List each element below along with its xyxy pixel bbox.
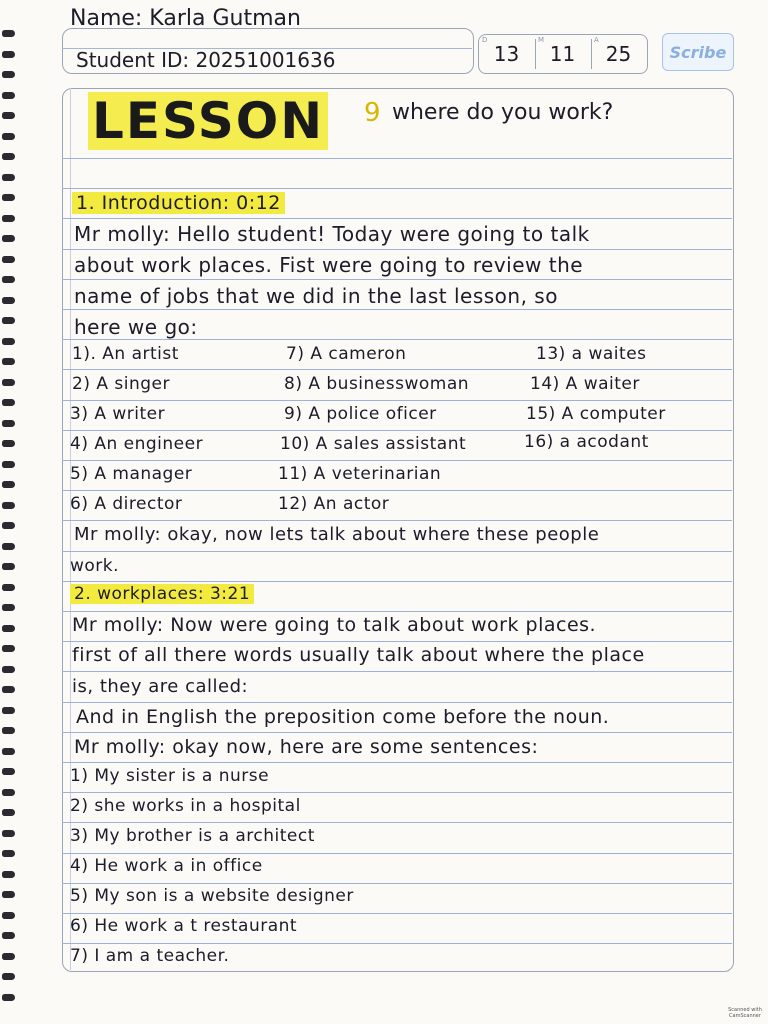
job-item: 12) An actor xyxy=(278,494,390,514)
ruled-line xyxy=(62,671,732,672)
student-name: Name: Karla Gutman xyxy=(70,6,301,31)
spiral-ring xyxy=(2,625,15,632)
spiral-ring xyxy=(2,891,15,898)
job-item: 16) a acodant xyxy=(524,432,649,452)
sentence-item: 7) I am a teacher. xyxy=(70,946,230,966)
lesson-subtitle: where do you work? xyxy=(392,100,614,125)
spiral-ring xyxy=(2,973,15,980)
ruled-line xyxy=(62,943,732,944)
spiral-ring xyxy=(2,112,15,119)
spiral-ring xyxy=(2,461,15,468)
spiral-ring xyxy=(2,543,15,550)
ruled-line xyxy=(62,822,732,823)
date-year: A 25 xyxy=(594,36,632,66)
ruled-line xyxy=(62,460,732,461)
date-month: M 11 xyxy=(538,36,576,66)
job-item: 11) A veterinarian xyxy=(278,464,442,484)
workplace-line: first of all there words usually talk about where the place xyxy=(72,644,645,666)
spiral-ring xyxy=(2,666,15,673)
ruled-line xyxy=(62,309,732,310)
spiral-ring xyxy=(2,912,15,919)
ruled-line xyxy=(62,430,732,431)
ruled-line xyxy=(62,702,732,703)
job-item: 15) A computer xyxy=(526,404,666,424)
sentence-item: 2) she works in a hospital xyxy=(70,796,301,816)
job-item: 14) A waiter xyxy=(530,374,640,394)
spiral-ring xyxy=(2,563,15,570)
ruled-line xyxy=(62,611,732,612)
intro-line: name of jobs that we did in the last lesson, so xyxy=(74,284,558,308)
spiral-ring xyxy=(2,215,15,222)
spiral-binding xyxy=(0,0,20,1024)
spiral-ring xyxy=(2,604,15,611)
spiral-ring xyxy=(2,830,15,837)
spiral-ring xyxy=(2,297,15,304)
ruled-line xyxy=(62,490,732,491)
spiral-ring xyxy=(2,440,15,447)
spiral-ring xyxy=(2,686,15,693)
spiral-ring xyxy=(2,317,15,324)
ruled-line xyxy=(62,279,732,280)
sentence-item: 5) My son is a website designer xyxy=(70,886,354,906)
ruled-line xyxy=(62,883,732,884)
spiral-ring xyxy=(2,92,15,99)
intro-closing: Mr molly: okay, now lets talk about where these people xyxy=(74,524,600,545)
sentence-item: 1) My sister is a nurse xyxy=(70,766,270,786)
workplace-line: is, they are called: xyxy=(72,676,249,697)
ruled-line xyxy=(62,913,732,914)
ruled-line xyxy=(62,762,732,763)
job-item: 4) An engineer xyxy=(70,434,204,454)
job-item: 13) a waites xyxy=(536,344,647,364)
job-item: 1). An artist xyxy=(72,344,179,364)
date-day: D 13 xyxy=(482,36,520,66)
ruled-line xyxy=(62,520,732,521)
intro-line: about work places. Fist were going to review the xyxy=(74,253,584,277)
spiral-ring xyxy=(2,338,15,345)
section1-heading: 1. Introduction: 0:12 xyxy=(72,192,285,214)
spiral-ring xyxy=(2,358,15,365)
workplace-line: Mr molly: okay now, here are some sentences: xyxy=(74,736,539,758)
spiral-ring xyxy=(2,174,15,181)
spiral-ring xyxy=(2,994,15,1001)
spiral-ring xyxy=(2,809,15,816)
spiral-ring xyxy=(2,30,15,37)
ruled-line xyxy=(62,158,732,159)
ruled-line xyxy=(62,218,732,219)
sentence-item: 3) My brother is a architect xyxy=(70,826,315,846)
spiral-ring xyxy=(2,276,15,283)
ruled-line xyxy=(62,551,732,552)
lesson-title: LESSON xyxy=(88,92,328,150)
student-id: Student ID: 20251001636 xyxy=(76,48,336,72)
job-item: 9) A police oficer xyxy=(284,404,437,424)
spiral-ring xyxy=(2,707,15,714)
spiral-ring xyxy=(2,420,15,427)
spiral-ring xyxy=(2,153,15,160)
camscanner-watermark: Scanned with CamScanner xyxy=(728,1007,762,1019)
spiral-ring xyxy=(2,256,15,263)
job-item: 7) A cameron xyxy=(286,344,407,364)
spiral-ring xyxy=(2,748,15,755)
ruled-line xyxy=(62,249,732,250)
spiral-ring xyxy=(2,133,15,140)
spiral-ring xyxy=(2,379,15,386)
job-item: 8) A businesswoman xyxy=(284,374,470,394)
ruled-line xyxy=(62,369,732,370)
ruled-line xyxy=(62,400,732,401)
date-box xyxy=(478,34,648,74)
job-item: 6) A director xyxy=(70,494,183,514)
workplace-line: And in English the preposition come before the noun. xyxy=(76,706,610,728)
workplace-line: Mr molly: Now were going to talk about work places. xyxy=(72,614,597,636)
spiral-ring xyxy=(2,768,15,775)
ruled-line xyxy=(62,339,732,340)
spiral-ring xyxy=(2,932,15,939)
job-item: 10) A sales assistant xyxy=(280,434,467,454)
spiral-ring xyxy=(2,850,15,857)
job-item: 2) A singer xyxy=(72,374,170,394)
spiral-ring xyxy=(2,71,15,78)
sentence-item: 6) He work a t restaurant xyxy=(70,916,298,936)
spiral-ring xyxy=(2,522,15,529)
spiral-ring xyxy=(2,235,15,242)
spiral-ring xyxy=(2,502,15,509)
spiral-ring xyxy=(2,953,15,960)
ruled-line xyxy=(62,641,732,642)
lesson-number: 9 xyxy=(364,98,381,128)
spiral-ring xyxy=(2,789,15,796)
job-item: 5) A manager xyxy=(70,464,193,484)
spiral-ring xyxy=(2,727,15,734)
intro-line: here we go: xyxy=(74,315,198,339)
intro-line: Mr molly: Hello student! Today were going to talk xyxy=(74,222,590,246)
spiral-ring xyxy=(2,871,15,878)
ruled-line xyxy=(62,188,732,189)
intro-closing: work. xyxy=(70,556,120,576)
job-item: 3) A writer xyxy=(70,404,166,424)
ruled-line xyxy=(62,853,732,854)
sentence-item: 4) He work a in office xyxy=(70,856,263,876)
section2-heading: 2. workplaces: 3:21 xyxy=(70,584,254,604)
spiral-ring xyxy=(2,481,15,488)
spiral-ring xyxy=(2,51,15,58)
ruled-line xyxy=(62,581,732,582)
spiral-ring xyxy=(2,194,15,201)
spiral-ring xyxy=(2,399,15,406)
spiral-ring xyxy=(2,645,15,652)
ruled-line xyxy=(62,732,732,733)
spiral-ring xyxy=(2,584,15,591)
scribe-logo: Scribe xyxy=(662,33,734,71)
ruled-line xyxy=(62,792,732,793)
